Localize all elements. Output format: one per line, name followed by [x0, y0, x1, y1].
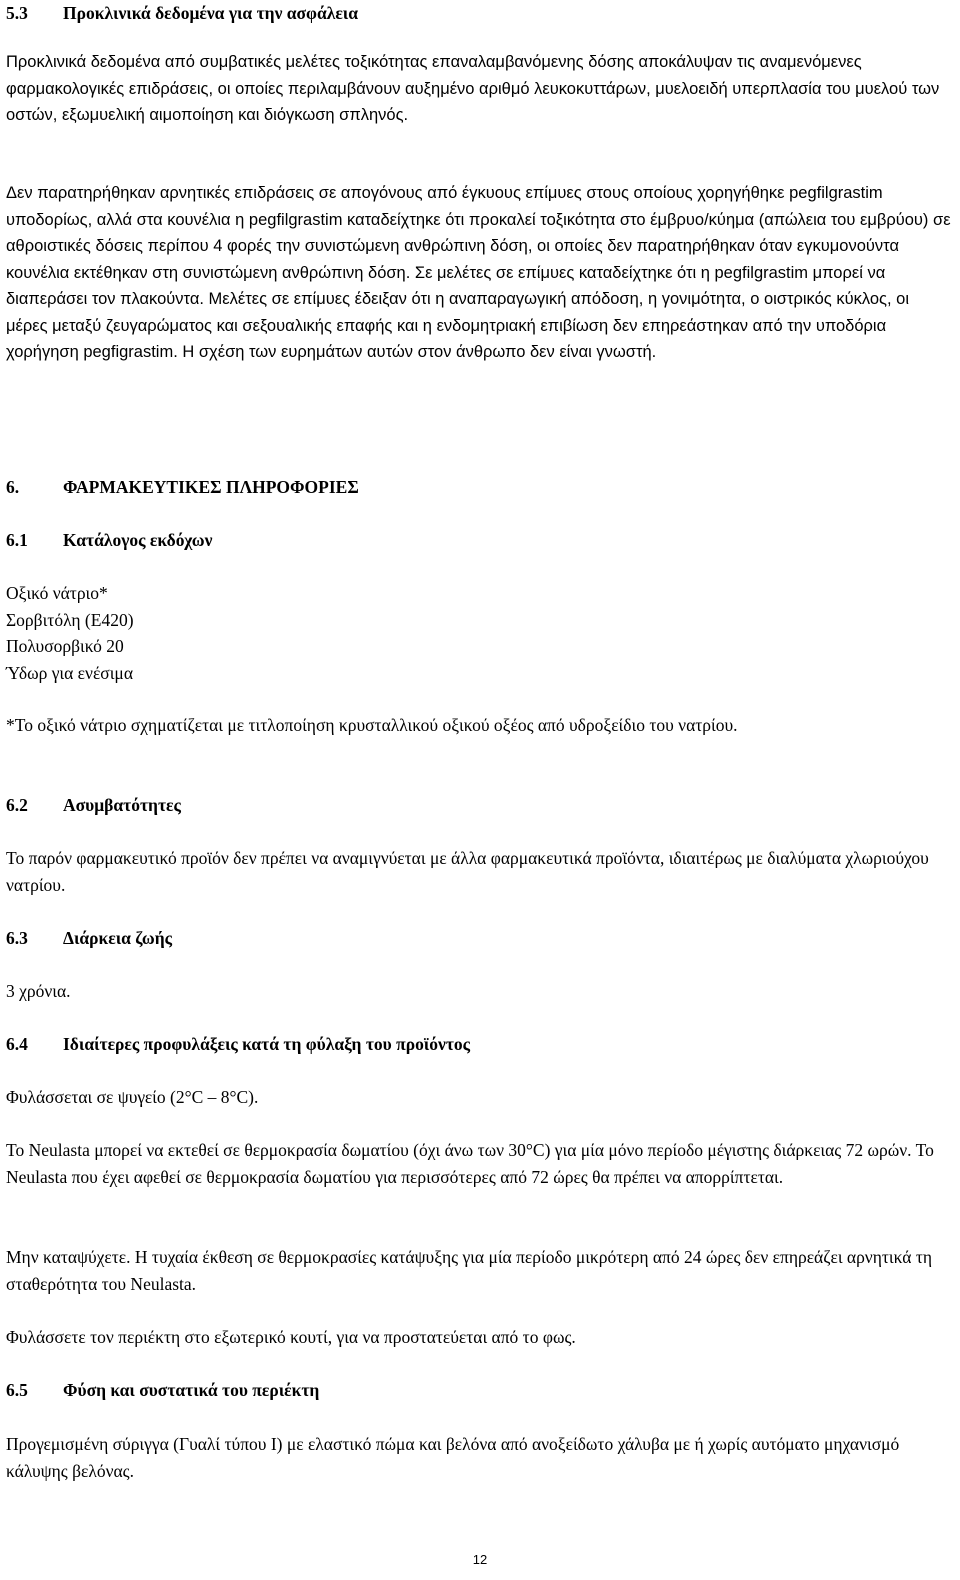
- section-heading: [6, 0, 951, 27]
- section-number: 6.1: [6, 530, 28, 550]
- paragraph: Προγεμισμένη σύριγγα (Γυαλί τύπου I) με ελαστικό πώμα και βελόνα από ανοξείδωτο χάλυβα με ή χωρίς αυτόματο μηχανισμό κάλυψης βελόνας.: [6, 1434, 900, 1481]
- paragraph: Το Neulasta μπορεί να εκτεθεί σε θερμοκρασία δωματίου (όχι άνω των 30°C) για μία μόνο περίοδο μέγιστης διάρκειας 72 ωρών. Το Neulasta που έχει αφεθεί σε θερμοκρασία δωματίου για περισσότερες από 72 ώρες θα πρέπει να απορρίπτεται.: [6, 1140, 934, 1187]
- paragraph: Μην καταψύχετε. Η τυχαία έκθεση σε θερμοκρασίες κατάψυξης για μία περίοδο μικρότερη από 24 ώρες δεν επηρεάζει αρνητικά τη σταθερότητα του Neulasta.: [6, 1247, 933, 1294]
- section-heading: [6, 1377, 951, 1404]
- section-6-3: [6, 925, 951, 952]
- section-title: Κατάλογος εκδόχων: [63, 530, 213, 550]
- section-title: Φύση και συστατικά του περιέκτη: [63, 1380, 320, 1400]
- excipient-list: [6, 580, 951, 686]
- section-number: 6.5: [6, 1380, 28, 1400]
- section-6-5: [6, 1377, 951, 1404]
- list-item: Οξικό νάτριο*: [6, 583, 108, 603]
- section-6-2: [6, 792, 951, 819]
- section-number: 6.2: [6, 795, 28, 815]
- footnote-paragraph: *Το οξικό νάτριο σχηματίζεται με τιτλοποίηση κρυσταλλικού οξικού οξέος από υδροξείδιο του νατρίου.: [6, 715, 738, 735]
- section-number: 6.: [6, 477, 20, 497]
- section-title: ΦΑΡΜΑΚΕΥΤΙΚΕΣ ΠΛΗΡΟΦΟΡΙΕΣ: [63, 477, 359, 497]
- section-6: [6, 474, 951, 501]
- section-title: Προκλινικά δεδομένα για την ασφάλεια: [63, 3, 359, 23]
- list-item: Πολυσορβικό 20: [6, 636, 124, 656]
- section-heading: [6, 792, 951, 819]
- section-heading: [6, 925, 951, 952]
- section-heading: [6, 527, 951, 554]
- section-title: Ασυμβατότητες: [63, 795, 181, 815]
- list-item: Σορβιτόλη (E420): [6, 609, 134, 630]
- section-title: Ιδιαίτερες προφυλάξεις κατά τη φύλαξη του προϊόντος: [63, 1034, 471, 1054]
- paragraph: Το παρόν φαρμακευτικό προϊόν δεν πρέπει να αναμιγνύεται με άλλα φαρμακευτικά προϊόντα, ιδιαιτέρως με διαλύματα χλωριούχου νατρίου.: [6, 848, 929, 895]
- paragraph: Φυλάσσετε τον περιέκτη στο εξωτερικό κουτί, για να προστατεύεται από το φως.: [6, 1327, 576, 1347]
- section-number: 6.4: [6, 1034, 28, 1054]
- paragraph: Προκλινικά δεδομένα από συμβατικές μελέτες τοξικότητας επαναλαμβανόμενης δόσης αποκάλυψαν τις αναμενόμενες φαρμακολογικές επιδράσεις, οι οποίες περιλαμβάνουν αυξημένο αριθμό λευκοκυττάρων, μυελοειδή υπερπλασία του μυελού των οστών, εξωμυελική αιμοποίηση και διόγκωση σπληνός.: [6, 53, 940, 124]
- section-5-3: [6, 0, 951, 27]
- list-item: Ύδωρ για ενέσιμα: [6, 662, 133, 683]
- section-heading: [6, 474, 951, 501]
- section-title: Διάρκεια ζωής: [63, 928, 173, 948]
- section-number: 5.3: [6, 3, 28, 23]
- section-6-1: [6, 527, 951, 554]
- paragraph: 3 χρόνια.: [6, 981, 71, 1001]
- paragraph: Φυλάσσεται σε ψυγείο (2°C – 8°C).: [6, 1087, 259, 1107]
- section-heading: [6, 1031, 951, 1058]
- paragraph: Δεν παρατηρήθηκαν αρνητικές επιδράσεις σε απογόνους από έγκυους επίμυες στους οποίους χορηγήθηκε pegfilgrastim υποδορίως, αλλά στα κουνέλια η pegfilgrastim καταδείχτηκε ότι προκαλεί τοξικότητα στο έμβρυο/κύημα (απώλεια του εμβρύου) σε αθροιστικές δόσεις περίπου 4 φορές την συνιστώμενη ανθρώπινη δόση, οι οποίες δεν παρατηρήθηκαν όταν εγκυμονούντα κουνέλια εκτέθηκαν στη συνιστώμενη ανθρώπινη δόση. Σε μελέτες σε επίμυες καταδείχτηκε ότι η pegfilgrastim μπορεί να διαπεράσει τον πλακούντα. Μελέτες σε επίμυες έδειξαν ότι η αναπαραγωγική απόδοση, η γονιμότητα, ο οιστρικός κύκλος, οι μέρες μεταξύ ζευγαρώματος και σεξουαλικής επαφής και η ενδομητριακή επιβίωση δεν επηρεάστηκαν από την υποδόρια χορήγηση pegfigrastim. Η σχέση των ευρημάτων αυτών στον άνθρωπο δεν είναι γνωστή.: [6, 184, 951, 361]
- section-6-4: [6, 1031, 951, 1058]
- section-number: 6.3: [6, 928, 28, 948]
- page-number: 12: [472, 1552, 488, 1567]
